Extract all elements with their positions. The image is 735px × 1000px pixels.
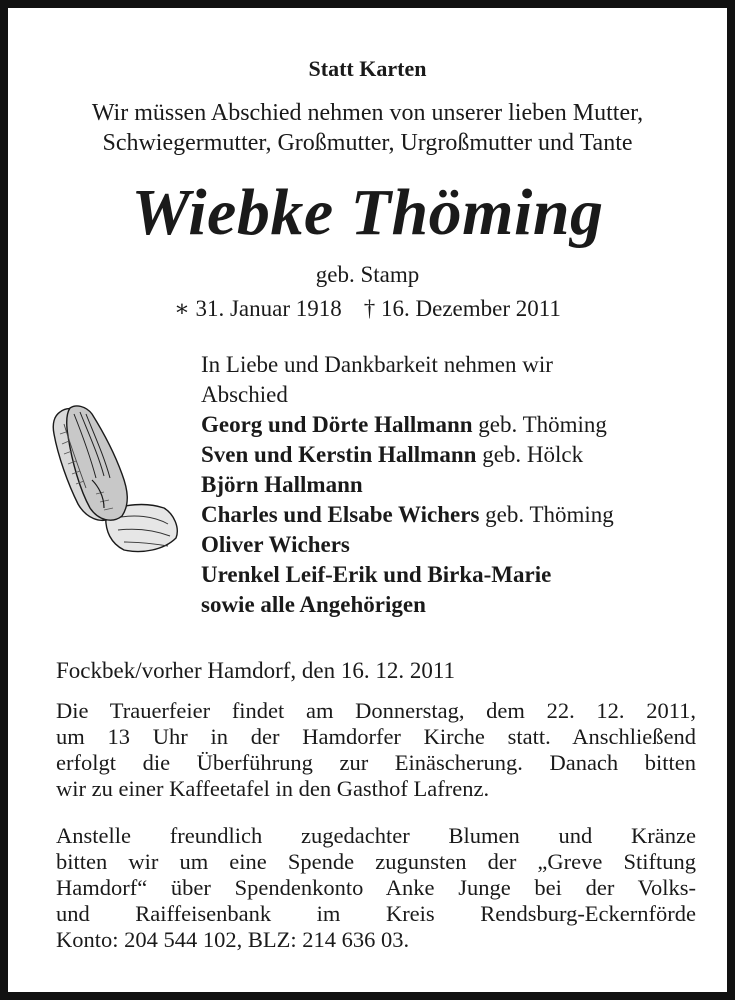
mourner-name: Charles und Elsabe Wichers (201, 502, 480, 527)
funeral-line: um 13 Uhr in der Hamdorfer Kirche statt. Anschließend (56, 724, 696, 749)
notice-heading: Statt Karten (308, 56, 427, 81)
donation-line: Konto: 204 544 102, BLZ: 214 636 03. (56, 927, 410, 952)
mourner-row (201, 530, 614, 560)
intro-line: Wir müssen Abschied nehmen von unserer lieben Mutter, (91, 100, 644, 126)
mourner-row (201, 500, 614, 530)
mourner-name: Björn Hallmann (201, 472, 363, 497)
mourner-note: geb. Thöming (479, 502, 614, 527)
praying-hands-icon (46, 404, 184, 562)
funeral-paragraph (56, 698, 696, 802)
mourner-name: Oliver Wichers (201, 532, 350, 557)
death-date: † 16. Dezember 2011 (363, 296, 561, 321)
donation-line: Anstelle freundlich zugedachter Blumen und Kränze (56, 823, 696, 848)
mourners-block (201, 350, 614, 620)
place-date: Fockbek/vorher Hamdorf, den 16. 12. 2011 (56, 658, 456, 683)
funeral-line: wir zu einer Kaffeetafel in den Gasthof Lafrenz. (56, 776, 490, 801)
mourner-row (201, 560, 614, 590)
mourner-name: sowie alle Angehörigen (201, 592, 426, 617)
mourner-row (201, 440, 614, 470)
mourner-name: Sven und Kerstin Hallmann (201, 442, 477, 467)
funeral-line: Die Trauerfeier findet am Donnerstag, dem 22. 12. 2011, (56, 698, 696, 723)
intro-line: Schwiegermutter, Großmutter, Urgroßmutter und Tante (102, 130, 633, 156)
mourner-name: Georg und Dörte Hallmann (201, 412, 473, 437)
donation-line: und Raiffeisenbank im Kreis Rendsburg-Eckernförde (56, 901, 696, 926)
farewell-line: Abschied (201, 382, 288, 407)
mourner-note: geb. Thöming (472, 412, 607, 437)
birth-name: geb. Stamp (315, 262, 420, 287)
mourner-row (201, 590, 614, 620)
mourner-row (201, 410, 614, 440)
mourner-note: geb. Hölck (476, 442, 584, 467)
farewell-line: In Liebe und Dankbarkeit nehmen wir (201, 352, 553, 377)
intro-text (8, 98, 727, 158)
deceased-name: Wiebke Thöming (131, 176, 604, 249)
donation-line: bitten wir um eine Spende zugunsten der „Greve Stiftung (56, 849, 696, 874)
donation-line: Hamdorf“ über Spendenkonto Anke Junge bei der Volks- (56, 875, 696, 900)
donation-paragraph (56, 823, 696, 953)
birth-date: ∗ 31. Januar 1918 (174, 296, 342, 321)
mourner-row (201, 470, 614, 500)
life-dates (8, 296, 727, 322)
funeral-line: erfolgt die Überführung zur Einäscherung. Danach bitten (56, 750, 696, 775)
mourner-name: Urenkel Leif-Erik und Birka-Marie (201, 562, 552, 587)
